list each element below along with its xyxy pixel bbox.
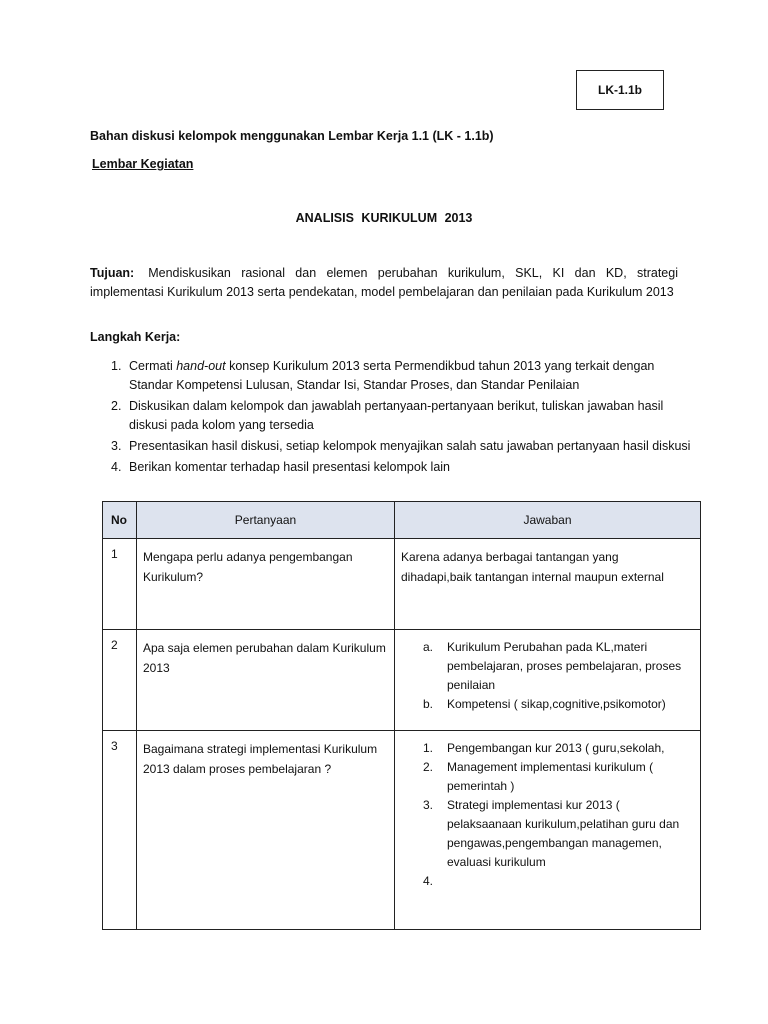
answer-item [401, 695, 692, 714]
row-number: 3 [103, 731, 137, 930]
row-answer [395, 731, 701, 930]
step-number: 2. [111, 399, 122, 413]
step-number: 4. [111, 460, 122, 474]
step-text-emphasis: hand-out [176, 359, 226, 373]
step-text: Diskusikan dalam kelompok dan jawablah pertanyaan-pertanyaan berikut, tuliskan jawaban hasil diskusi pada kolom yang tersedia [129, 399, 664, 432]
answer-marker: b. [423, 697, 434, 711]
table-row [103, 731, 701, 930]
purpose-paragraph [90, 264, 678, 302]
row-question: Mengapa perlu adanya pengembangan Kurikulum? [137, 539, 395, 630]
answer-marker: 1. [423, 741, 434, 755]
answer-item [401, 796, 692, 872]
steps-heading: Langkah Kerja: [90, 330, 181, 344]
worksheet-code-box: LK-1.1b [576, 70, 664, 110]
header-answer: Jawaban [395, 502, 701, 539]
table-row [103, 630, 701, 731]
row-answer [395, 630, 701, 731]
step-text: Presentasikan hasil diskusi, setiap kelompok menyajikan salah satu jawaban pertanyaan hasil diskusi [129, 439, 691, 453]
row-question: Bagaimana strategi implementasi Kurikulum 2013 dalam proses pembelajaran ? [137, 731, 395, 930]
answer-marker: 4. [423, 874, 434, 888]
answer-list [401, 638, 692, 714]
answer-marker: 3. [423, 798, 434, 812]
step-item [111, 397, 691, 435]
answer-marker: 2. [423, 760, 434, 774]
step-number: 1. [111, 359, 122, 373]
answer-item [401, 638, 692, 695]
answer-text: Management implementasi kurikulum ( pemerintah ) [447, 760, 654, 793]
answer-text: Pengembangan kur 2013 ( guru,sekolah, [447, 741, 665, 755]
header-no: No [103, 502, 137, 539]
steps-list [111, 357, 691, 479]
document-title: ANALISIS KURIKULUM 2013 [295, 211, 473, 225]
step-number: 3. [111, 439, 122, 453]
answer-marker: a. [423, 640, 434, 654]
table-row [103, 539, 701, 630]
answer-text: Kompetensi ( sikap,cognitive,psikomotor) [447, 697, 666, 711]
row-question: Apa saja elemen perubahan dalam Kurikulum 2013 [137, 630, 395, 731]
step-text: Berikan komentar terhadap hasil presentasi kelompok lain [129, 460, 451, 474]
row-number: 2 [103, 630, 137, 731]
step-text-pre: Cermati [129, 359, 177, 373]
intro-text: Bahan diskusi kelompok menggunakan Lembar Kerja 1.1 (LK - 1.1b) [90, 129, 494, 143]
row-number: 1 [103, 539, 137, 630]
table-header-row [103, 502, 701, 539]
sheet-label: Lembar Kegiatan [92, 157, 194, 171]
answer-item [401, 739, 692, 758]
step-text-post: konsep Kurikulum 2013 serta Permendikbud tahun 2013 yang terkait dengan Standar Kompetensi Lulusan, Standar Isi, Standar Proses, dan Standar Penilaian [129, 359, 655, 392]
answer-list [401, 739, 692, 888]
answer-item [401, 758, 692, 796]
step-item [111, 357, 691, 395]
row-answer: Karena adanya berbagai tantangan yang dihadapi,baik tantangan internal maupun external [395, 539, 701, 630]
purpose-label: Tujuan: [90, 266, 135, 280]
question-answer-table [102, 501, 701, 930]
answer-text: Kurikulum Perubahan pada KL,materi pembelajaran, proses pembelajaran, proses penilaian [447, 640, 682, 692]
step-item [111, 437, 691, 456]
purpose-text: Mendiskusikan rasional dan elemen perubahan kurikulum, SKL, KI dan KD, strategi implementasi Kurikulum 2013 serta pendekatan, model pembelajaran dan penilaian pada Kurikulum 2013 [90, 266, 678, 299]
step-item [111, 458, 691, 477]
header-question: Pertanyaan [137, 502, 395, 539]
answer-text: Strategi implementasi kur 2013 ( pelaksaanaan kurikulum,pelatihan guru dan pengawas,pengembangan managemen, evaluasi kurikulum [447, 798, 680, 869]
